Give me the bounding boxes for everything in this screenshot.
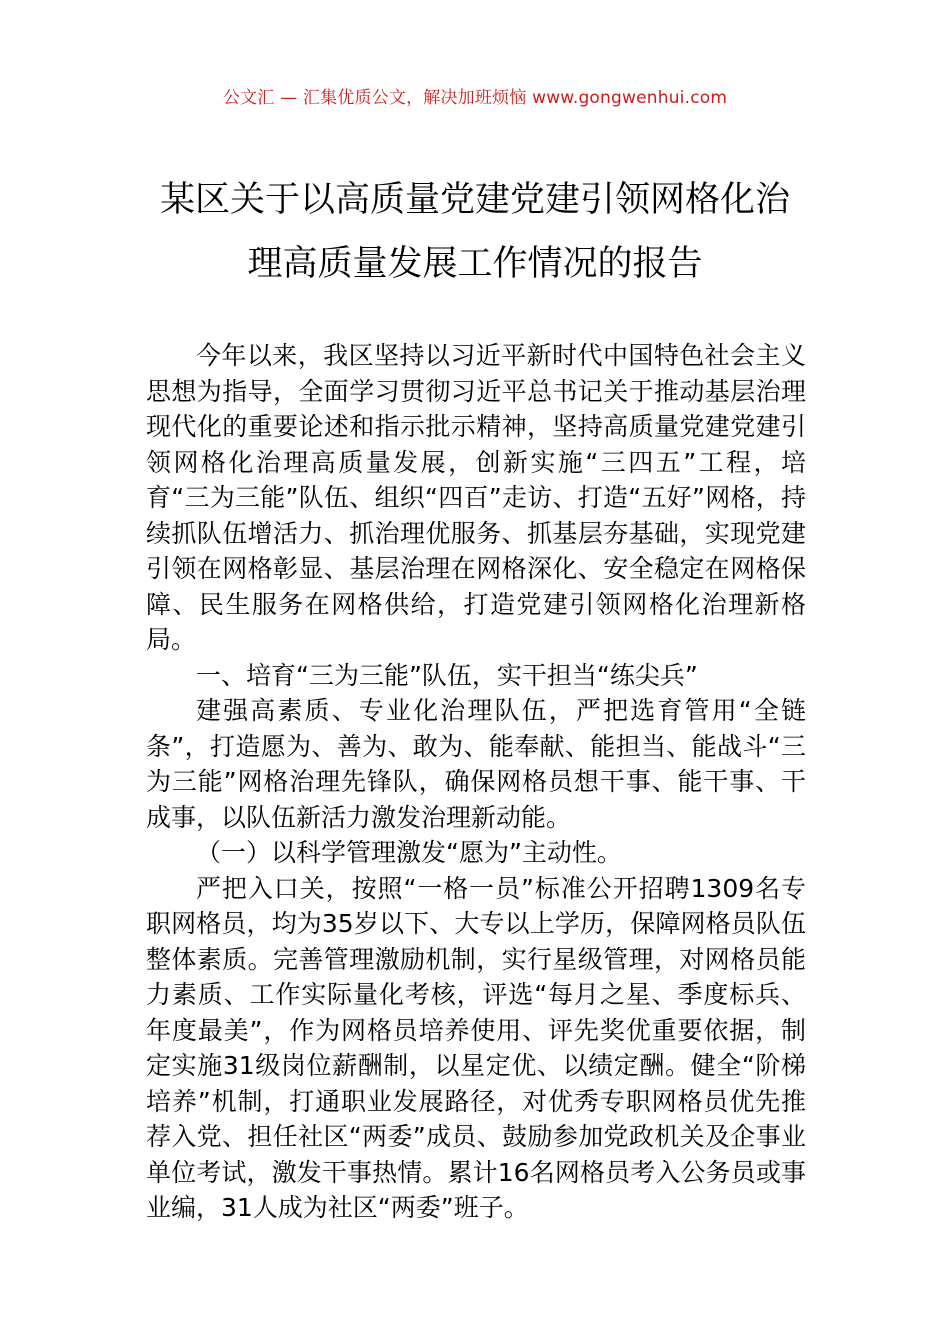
intro-paragraph: 今年以来，我区坚持以习近平新时代中国特色社会主义思想为指导，全面学习贯彻习近平总书记关于推动基层治理现代化的重要论述和指示批示精神，坚持高质量党建党建引领网格化治理高质量发展，创新实施“三四五”工程，培育“三为三能”队伍、组织“四百”走访、打造“五好”网格，持续抓队伍增活力、抓治理优服务、抓基层夯基础，实现党建引领在网格彰显、基层治理在网格深化、安全稳定在网格保障、民生服务在网格供给，打造党建引领网格化治理新格局。 xyxy=(146,341,806,654)
document-body xyxy=(146,338,806,1226)
watermark-banner: 公文汇 — 汇集优质公文，解决加班烦恼 www.gongwenhui.com xyxy=(222,88,728,108)
document-title xyxy=(120,168,830,296)
title-line-2: 理高质量发展工作情况的报告 xyxy=(247,244,703,284)
subsection-paragraph: 严把入口关，按照“一格一员”标准公开招聘1309名专职网格员，均为35岁以下、大专以上学历，保障网格员队伍整体素质。完善管理激励机制，实行星级管理，对网格员能力素质、工作实际量化考核，评选“每月之星、季度标兵、年度最美”，作为网格员培养使用、评先奖优重要依据，制定实施31级岗位薪酬制，以星定优、以绩定酬。健全“阶梯培养”机制，打通职业发展路径，对优秀专职网格员优先推荐入党、担任社区“两委”成员、鼓励参加党政机关及企事业单位考试，激发干事热情。累计16名网格员考入公务员或事业编，31人成为社区“两委”班子。 xyxy=(146,873,806,1222)
title-line-1: 某区关于以高质量党建党建引领网格化治 xyxy=(159,180,790,220)
section-paragraph: 建强高素质、专业化治理队伍，严把选育管用“全链条”，打造愿为、善为、敢为、能奉献、能担当、能战斗“三为三能”网格治理先锋队，确保网格员想干事、能干事、干成事，以队伍新活力激发治理新动能。 xyxy=(146,696,806,832)
subsection-heading-1: （一）以科学管理激发“愿为”主动性。 xyxy=(196,838,622,867)
section-heading-1: 一、培育“三为三能”队伍，实干担当“练尖兵” xyxy=(196,660,698,690)
